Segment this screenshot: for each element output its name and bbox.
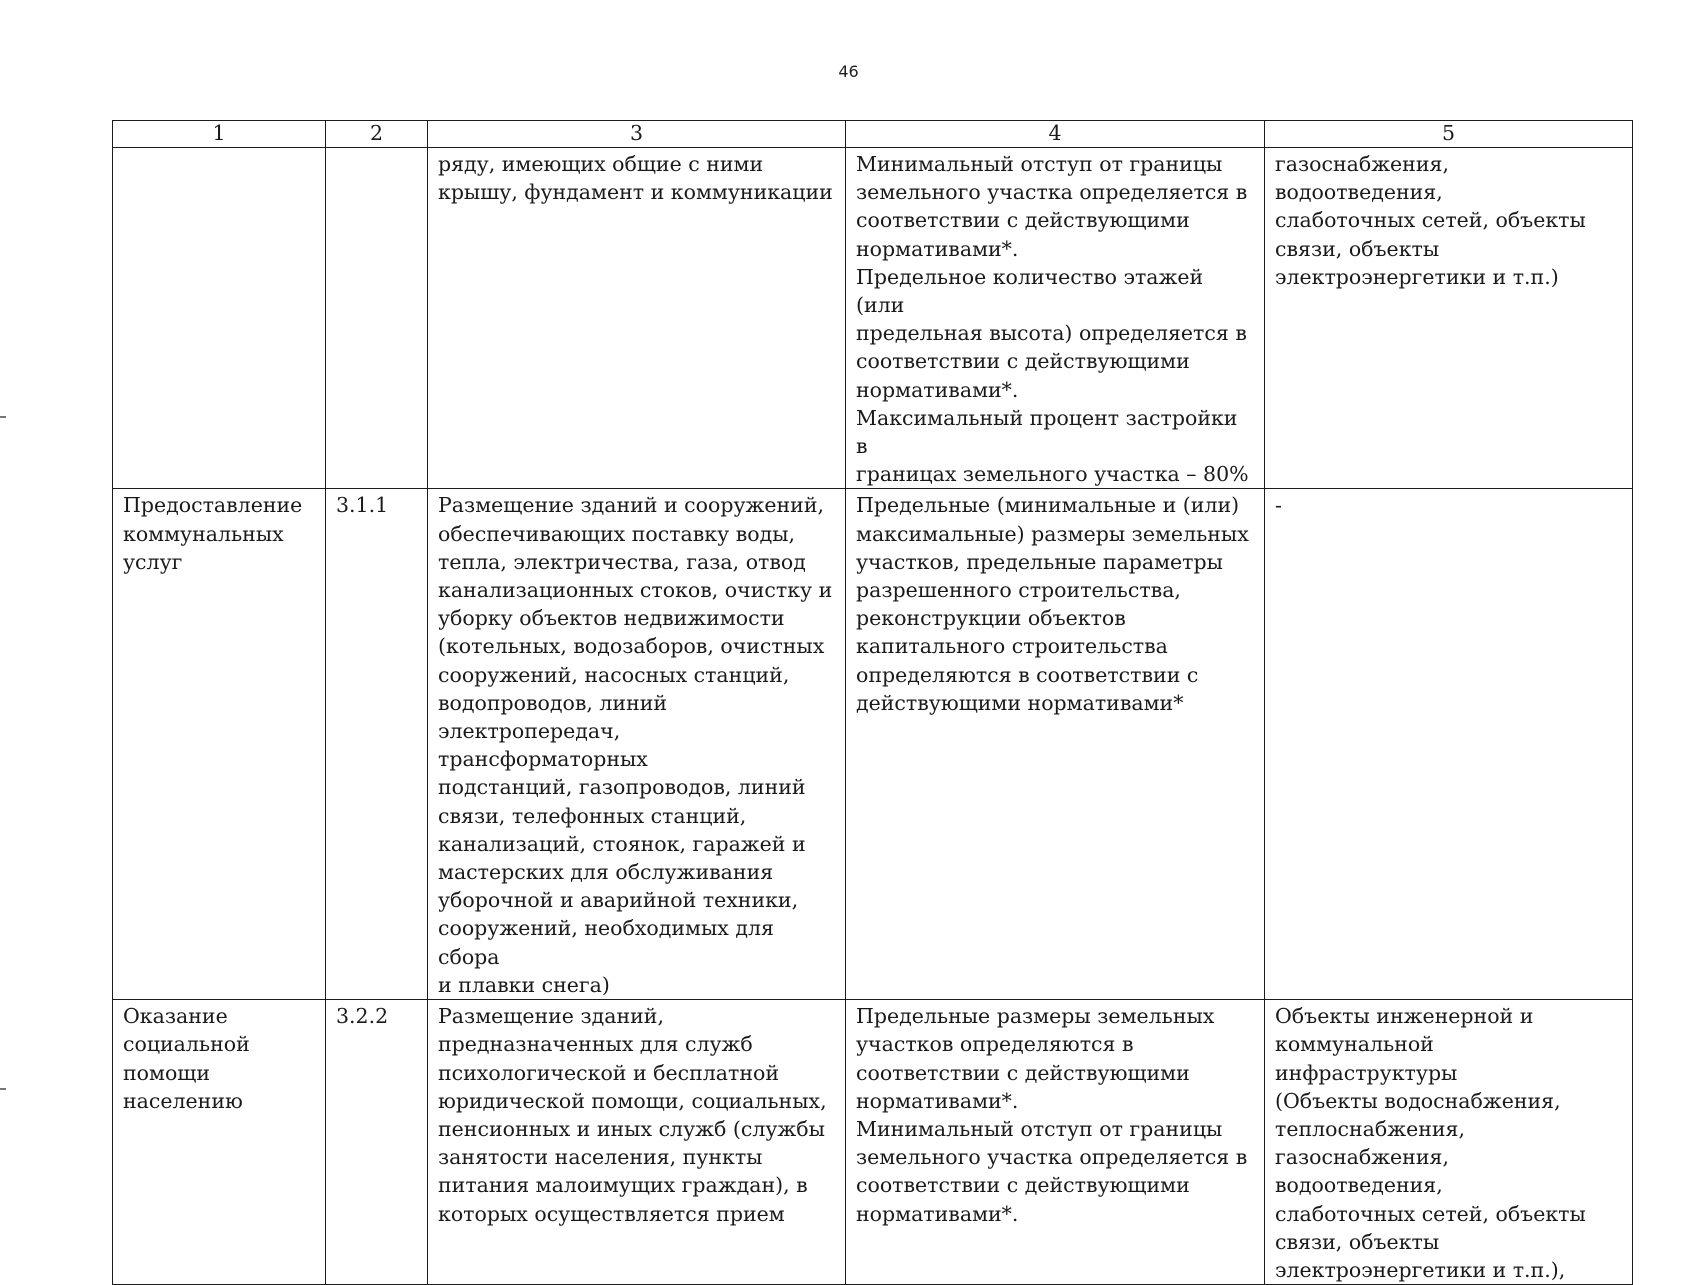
header-row [113, 121, 1633, 148]
column-number-3: 3 [428, 121, 846, 148]
scan-edge-mark [0, 416, 6, 418]
cell-use-code: 3.1.1 [326, 489, 428, 1000]
cell-use-name [113, 148, 326, 489]
scan-edge-mark [0, 1088, 6, 1090]
page-number: 46 [838, 62, 859, 81]
cell-use-description: Размещение зданий и сооружений, обеспечивающих поставку воды, тепла, электричества, газа, отвод канализационных стоков, очистку и уборку объектов недвижимости (котельных, водозаборов, очистных сооружений, насосных станций, водопроводов, линий электропередач, трансформаторных подстанций, газопроводов, линий связи, телефонных станций, канализаций, стоянок, гаражей и мастерских для обслуживания уборочной и аварийной техники, сооружений, необходимых для сбора и плавки снега) [428, 489, 846, 1000]
cell-use-code [326, 148, 428, 489]
cell-use-description: Размещение зданий, предназначенных для служб психологической и бесплатной юридической помощи, социальных, пенсионных и иных служб (службы занятости населения, пункты питания малоимущих граждан), в которых осуществляется прием [428, 1000, 846, 1285]
column-number-4: 4 [846, 121, 1265, 148]
cell-use-code: 3.2.2 [326, 1000, 428, 1285]
cell-parameters: Минимальный отступ от границы земельного участка определяется в соответствии с действующими нормативами*. Предельное количество этажей (или предельная высота) определяется в соответствии с действующими нормативами*. Максимальный процент застройки в границах земельного участка – 80% [846, 148, 1265, 489]
cell-use-name: Оказание социальной помощи населению [113, 1000, 326, 1285]
cell-use-description: ряду, имеющих общие с ними крышу, фундамент и коммуникации [428, 148, 846, 489]
column-number-2: 2 [326, 121, 428, 148]
table-row-social-assistance [113, 1000, 1633, 1285]
land-use-table [112, 120, 1633, 1285]
column-number-5: 5 [1265, 121, 1633, 148]
cell-related-objects: - [1265, 489, 1633, 1000]
column-number-1: 1 [113, 121, 326, 148]
cell-related-objects: Объекты инженерной и коммунальной инфраструктуры (Объекты водоснабжения, теплоснабжения, газоснабжения, водоотведения, слаботочных сетей, объекты связи, объекты электроэнергетики и т.п.), [1265, 1000, 1633, 1285]
cell-related-objects: газоснабжения, водоотведения, слаботочных сетей, объекты связи, объекты электроэнергетики и т.п.) [1265, 148, 1633, 489]
table-row-continuation [113, 148, 1633, 489]
cell-parameters: Предельные (минимальные и (или) максимальные) размеры земельных участков, предельные параметры разрешенного строительства, реконструкции объектов капитального строительства определяются в соответствии с действующими нормативами* [846, 489, 1265, 1000]
cell-use-name: Предоставление коммунальных услуг [113, 489, 326, 1000]
cell-parameters: Предельные размеры земельных участков определяются в соответствии с действующими нормативами*. Минимальный отступ от границы земельного участка определяется в соответствии с действующими нормативами*. [846, 1000, 1265, 1285]
table-row-utility-services [113, 489, 1633, 1000]
